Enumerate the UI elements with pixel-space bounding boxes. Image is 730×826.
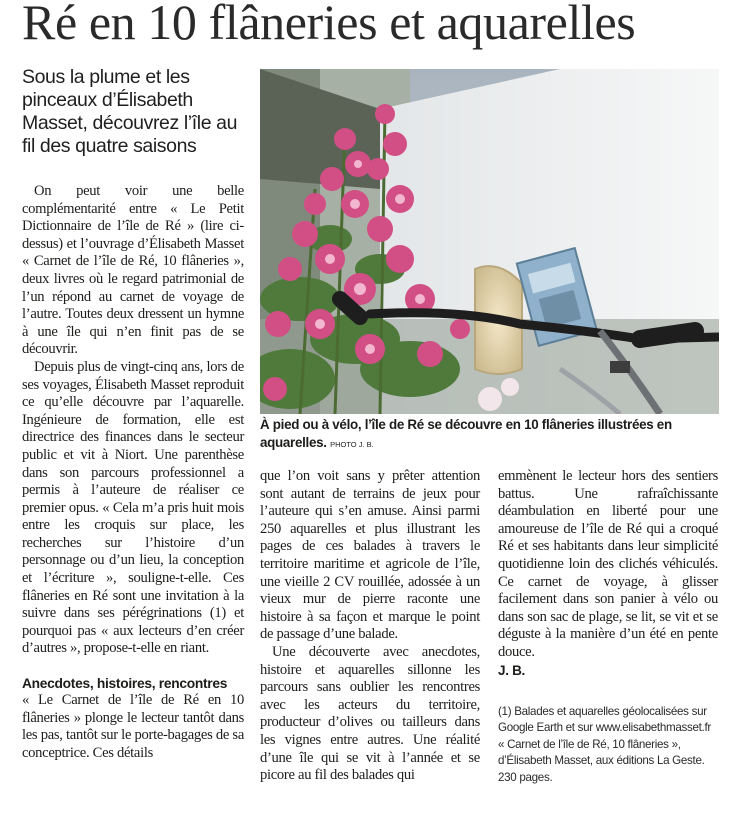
photo-caption [260,416,722,454]
column-3 [498,468,718,679]
subheading: Anecdotes, histoires, rencontres [22,676,228,692]
paragraph: que l’on voit sans y prêter attention sont autant de terrains de jeux pour l’auteure qui s’en amuse. Ainsi parmi 250 aquarelles et plus illustrant les pages de ces balades à travers le territoire maritime et agricole de l’île, une vieille 2 CV rouillée, adossée à un vieux mur de pierre raconte une histoire à sa façon et marque le point de passage d’une balade. [260,468,480,643]
article-photo [260,69,719,414]
paragraph: On peut voir une belle complémentarité entre « Le Petit Dictionnaire de l’île de Ré » (lire ci-dessus) et l’ouvrage d’Élisabeth Masset « Carnet de l’île de Ré, 10 flâneries », deux livres où le regard patrimonial de l’un répond au carnet de voyage de l’autre. Toutes deux dressent un hymne à une île qui n’en finit pas de se découvrir. [22,183,244,358]
paragraph: emmènent le lecteur hors des sentiers battus. Une rafraîchissante déambulation en liberté pour une amoureuse de l’île de Ré qui a croqué Ré et ses habitants dans leur simplicité quotidienne loin des clichés véhiculés. Ce carnet de voyage, à glisser facilement dans son panier à vélo ou dans son sac de plage, se lit, se vit et se déguste à la manière d’un été en pente douce. [498,468,718,660]
caption-text: À pied ou à vélo, l’île de Ré se découvre en 10 flâneries illustrées en aquarelles. [260,417,672,450]
book-note [498,704,720,786]
note-line: « Carnet de l’île de Ré, 10 flâneries », d’Élisabeth Masset, aux éditions La Geste. 230 pages. [498,737,705,784]
paragraph: Une découverte avec anecdotes, histoire et aquarelles sillonne les parcours sans oublier les rencontres avec les acteurs du territoire, producteur d’olives ou tailleurs dans les vignes entre autres. Une réalité d’une île qui se vit à l’année et se picore au fil des balades qui [260,643,480,784]
article-lead: Sous la plume et les pinceaux d’Élisabeth Masset, découvrez l’île au fil des quatre saisons [22,66,238,157]
paragraph: « Le Carnet de l’île de Ré en 10 flâneries » plonge le lecteur tantôt dans les pas, tantôt sur le porte-bagages de sa conceptrice. Ces détails [22,692,244,761]
hollyhock-bicycle-photo [260,69,719,414]
article-title: Ré en 10 flâneries et aquarelles [22,0,636,50]
note-line: (1) Balades et aquarelles géolocalisées sur Google Earth et sur www.elisabethmasset.fr [498,705,711,735]
column-1 [22,183,244,762]
author-signature: J. B. [498,662,526,678]
paragraph: Depuis plus de vingt-cinq ans, lors de ses voyages, Élisabeth Masset reproduit ce qu’elle découvre par l’aquarelle. Ingénieure de formation, elle est directrice des finances dans le secteur public et vit à Niort. Une parenthèse dans son parcours professionnel a permis à l’auteure de réaliser ce premier opus. « Cela m’a pris huit mois entre les croquis sur place, les recherches sur l’histoire d’un personnage ou d’un lieu, la conception et l’écriture », souligne-t-elle. Ces flâneries en Ré sont une invitation à la suivre dans ses pérégrinations (1) et pourquoi pas « aux lecteurs d’en créer d’autres », propose-t-elle en riant. [22,358,244,657]
photo-credit: PHOTO J. B. [330,440,374,449]
column-2 [260,468,480,785]
